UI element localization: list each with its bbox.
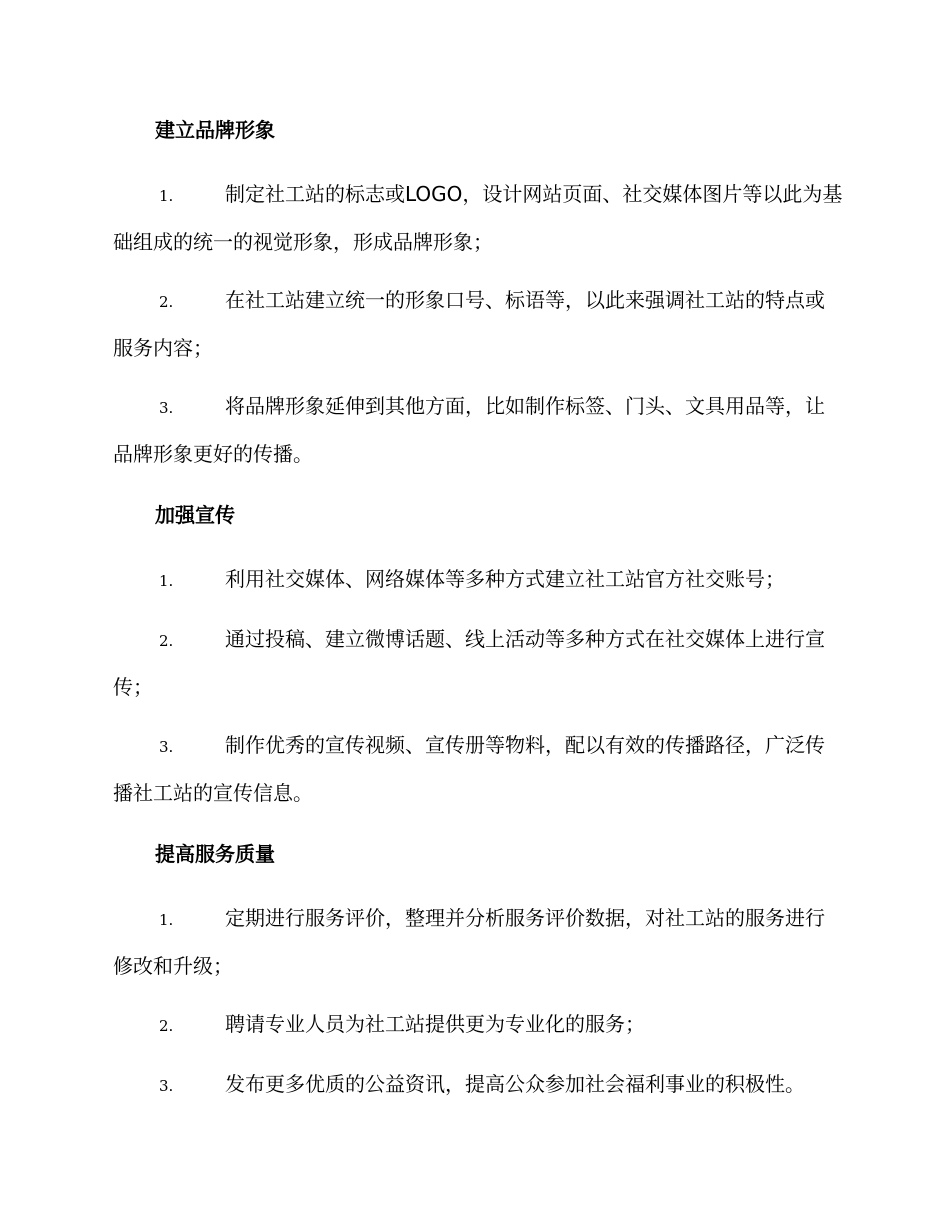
section-heading: 建立品牌形象 [155, 118, 275, 142]
item-text: 制定社工站的标志或LOGO，设计网站页面、社交媒体图片等以此为基础组成的统一的视觉形象，形成品牌形象； [113, 182, 843, 254]
item-number: 3. [159, 399, 174, 417]
item-text: 通过投稿、建立微博话题、线上活动等多种方式在社交媒体上进行宣传； [113, 627, 825, 699]
section-publicity [113, 497, 843, 816]
item-number: 2. [159, 1017, 174, 1035]
item-text: 发布更多优质的公益资讯，提高公众参加社会福利事业的积极性。 [225, 1072, 805, 1096]
item-text: 在社工站建立统一的形象口号、标语等，以此来强调社工站的特点或服务内容； [113, 288, 825, 360]
list-item [113, 722, 843, 816]
list-item [113, 383, 843, 477]
list-item [113, 616, 843, 710]
list-item [113, 556, 843, 604]
document-body [113, 112, 843, 1121]
item-number: 1. [159, 187, 174, 205]
item-text: 聘请专业人员为社工站提供更为专业化的服务； [225, 1012, 645, 1036]
section-heading: 提高服务质量 [155, 842, 275, 866]
list-item [113, 1001, 843, 1049]
item-number: 2. [159, 632, 174, 650]
item-text: 定期进行服务评价，整理并分析服务评价数据，对社工站的服务进行修改和升级； [113, 906, 825, 978]
section-service-quality [113, 836, 843, 1109]
item-text: 利用社交媒体、网络媒体等多种方式建立社工站官方社交账号； [225, 567, 785, 591]
item-number: 3. [159, 738, 174, 756]
section-heading: 加强宣传 [155, 503, 235, 527]
item-text: 制作优秀的宣传视频、宣传册等物料，配以有效的传播路径，广泛传播社工站的宣传信息。 [113, 733, 825, 805]
list-item [113, 1061, 843, 1109]
list-item [113, 895, 843, 989]
list-item [113, 277, 843, 371]
item-number: 2. [159, 293, 174, 311]
item-number: 1. [159, 572, 174, 590]
list-item [113, 171, 843, 265]
item-number: 1. [159, 911, 174, 929]
item-text: 将品牌形象延伸到其他方面，比如制作标签、门头、文具用品等，让品牌形象更好的传播。 [113, 394, 825, 466]
item-number: 3. [159, 1077, 174, 1095]
section-brand-image [113, 112, 843, 477]
